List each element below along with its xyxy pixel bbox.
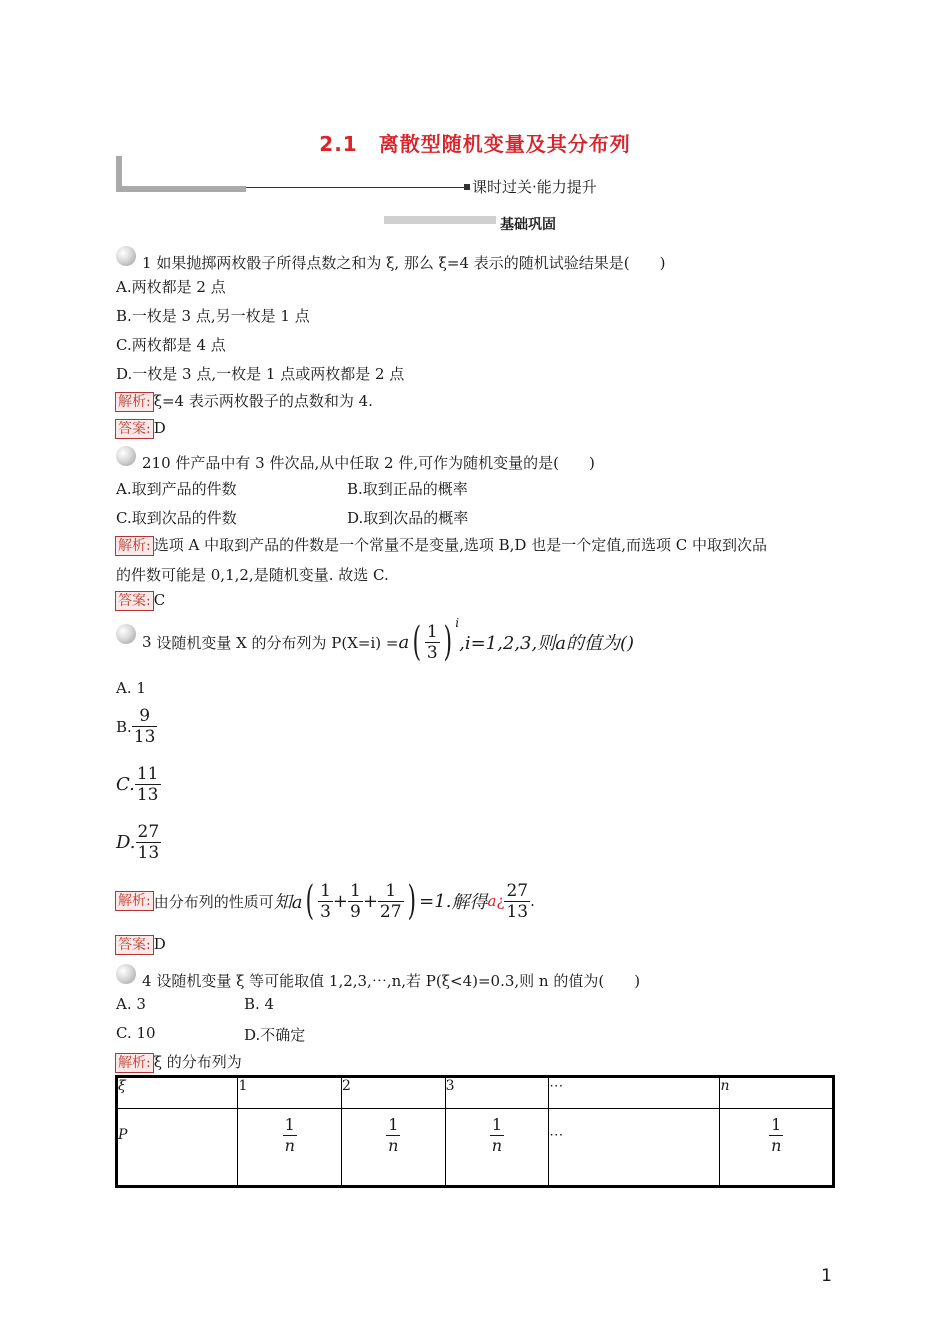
- table-cell: 3: [445, 1077, 549, 1109]
- question-text-suffix: ,i=1,2,3,则a的值为(): [459, 633, 634, 654]
- coefficient-a: a: [398, 631, 410, 653]
- analysis-row: [115, 390, 373, 412]
- answer-row: [115, 419, 166, 439]
- table-cell: [720, 1109, 834, 1187]
- divider-dot: [464, 184, 470, 190]
- question-2: [142, 452, 595, 473]
- analysis-text: ξ 的分布列为: [153, 1053, 242, 1071]
- table-row: [117, 1077, 834, 1109]
- fraction: $\frac{1}{n}$: [771, 1115, 782, 1155]
- table-cell: 2: [342, 1077, 446, 1109]
- question-bullet-icon: [116, 246, 136, 266]
- table-cell: ξ: [117, 1077, 238, 1109]
- fraction: $\frac{1}{27}$: [379, 880, 402, 922]
- left-paren: (: [412, 619, 422, 665]
- analysis-tag: 解析:: [115, 1053, 154, 1073]
- fraction: $\frac{9}{13}$: [133, 706, 156, 747]
- section-band: [384, 216, 496, 224]
- fraction: $\frac{1}{n}$: [491, 1115, 503, 1155]
- analysis-tag: 解析:: [115, 536, 154, 556]
- question-3: [142, 616, 634, 668]
- question-bullet-icon: [116, 964, 136, 984]
- fraction: $\frac{11}{13}$: [136, 764, 159, 805]
- fraction: $\frac{1}{n}$: [284, 1115, 295, 1155]
- option: B.一枚是 3 点,另一枚是 1 点: [116, 307, 310, 325]
- question-bullet-icon: [116, 446, 136, 466]
- option: B. 4: [244, 995, 275, 1013]
- analysis-row: 解析: 由分布列的性质可 知a ( $\frac{1}{3}$ + $\frac{1}{9}$ + $\frac{1}{27}$ ) =1. 解得 a ¿ $\frac{27}{13}$ .: [115, 876, 535, 926]
- analysis-row: [115, 1051, 242, 1073]
- answer-tag: 答案:: [115, 591, 154, 611]
- analysis-text: ξ=4 表示两枚骰子的点数和为 4.: [153, 392, 373, 410]
- option: A. 1: [116, 679, 146, 697]
- option: A.两枚都是 2 点: [116, 278, 226, 296]
- option-b: B. $\frac{9}{13}$: [116, 706, 156, 747]
- table-cell: ⋯: [549, 1109, 720, 1187]
- exponent: i: [455, 616, 460, 630]
- table-row: [117, 1109, 834, 1187]
- table-cell: 1: [238, 1077, 342, 1109]
- fraction: $\frac{1}{n}$: [388, 1115, 399, 1155]
- page-title: 2.1 离散型随机变量及其分布列: [319, 132, 631, 156]
- question-bullet-icon: [116, 624, 136, 644]
- analysis-row: [115, 534, 767, 556]
- divider-line: [246, 187, 464, 188]
- question-text: 设随机变量 X 的分布列为 P(X=i) =: [156, 633, 399, 652]
- page-number: 1: [821, 1266, 832, 1286]
- decorative-bracket-base: [116, 186, 246, 192]
- question-number: 4: [142, 972, 152, 990]
- distribution-table: [115, 1075, 835, 1188]
- question-number: 3: [142, 633, 152, 651]
- analysis-tag: 解析:: [115, 891, 154, 911]
- question-4: [142, 970, 640, 991]
- analysis-text: 由分布列的性质可: [153, 892, 274, 911]
- question-text: 10 件产品中有 3 件次品,从中任取 2 件,可作为随机变量的是( ): [151, 454, 595, 472]
- option: C. 10: [116, 1024, 156, 1042]
- fraction: $\frac{1}{3}$: [320, 880, 331, 922]
- analysis-text-continued: 的件数可能是 0,1,2,是随机变量. 故选 C.: [116, 566, 389, 584]
- table-cell: ⋯: [549, 1077, 720, 1109]
- question-text: 如果抛掷两枚骰子所得点数之和为 ξ, 那么 ξ=4 表示的随机试验结果是( ): [156, 254, 666, 272]
- answer-tag: 答案:: [115, 419, 154, 439]
- answer-value: C: [153, 591, 166, 609]
- answer-row: [115, 935, 166, 955]
- fraction: $\frac{1}{9}$: [350, 880, 361, 922]
- answer-value: D: [153, 419, 166, 437]
- question-number: 2: [142, 454, 152, 472]
- answer-value: D: [153, 935, 166, 953]
- table-cell: [445, 1109, 549, 1187]
- answer-row: [115, 591, 165, 611]
- question-1: [142, 252, 666, 273]
- option: B.取到正品的概率: [347, 480, 468, 498]
- question-text: 设随机变量 ξ 等可能取值 1,2,3,⋯,n,若 P(ξ<4)=0.3,则 n 的值为( ): [156, 972, 641, 990]
- option: A.取到产品的件数: [116, 480, 237, 498]
- option: D.取到次品的概率: [347, 509, 469, 527]
- fraction-one-third: $\frac{1}{3}$: [426, 621, 438, 663]
- table-cell: [342, 1109, 446, 1187]
- table-cell: [238, 1109, 342, 1187]
- option: A. 3: [116, 995, 146, 1013]
- table-cell: P: [117, 1109, 238, 1187]
- fraction: $\frac{27}{13}$: [506, 880, 529, 922]
- subtitle: 课时过关·能力提升: [472, 178, 597, 196]
- section-heading: 基础巩固: [500, 217, 556, 233]
- option-d: D. $\frac{27}{13}$: [116, 822, 160, 863]
- analysis-text: 选项 A 中取到产品的件数是一个常量不是变量,选项 B,D 也是一个定值,而选项 C 中取到次品: [153, 536, 767, 554]
- analysis-tag: 解析:: [115, 392, 154, 412]
- right-paren: ): [443, 619, 452, 665]
- option-c: C. $\frac{11}{13}$: [116, 764, 159, 805]
- option: D.不确定: [244, 1026, 306, 1044]
- answer-tag: 答案:: [115, 935, 154, 955]
- option: D.一枚是 3 点,一枚是 1 点或两枚都是 2 点: [116, 365, 405, 383]
- option: C.两枚都是 4 点: [116, 336, 226, 354]
- question-number: 1: [142, 254, 152, 272]
- option: C.取到次品的件数: [116, 509, 237, 527]
- fraction: $\frac{27}{13}$: [137, 822, 160, 863]
- table-cell: n: [720, 1077, 834, 1109]
